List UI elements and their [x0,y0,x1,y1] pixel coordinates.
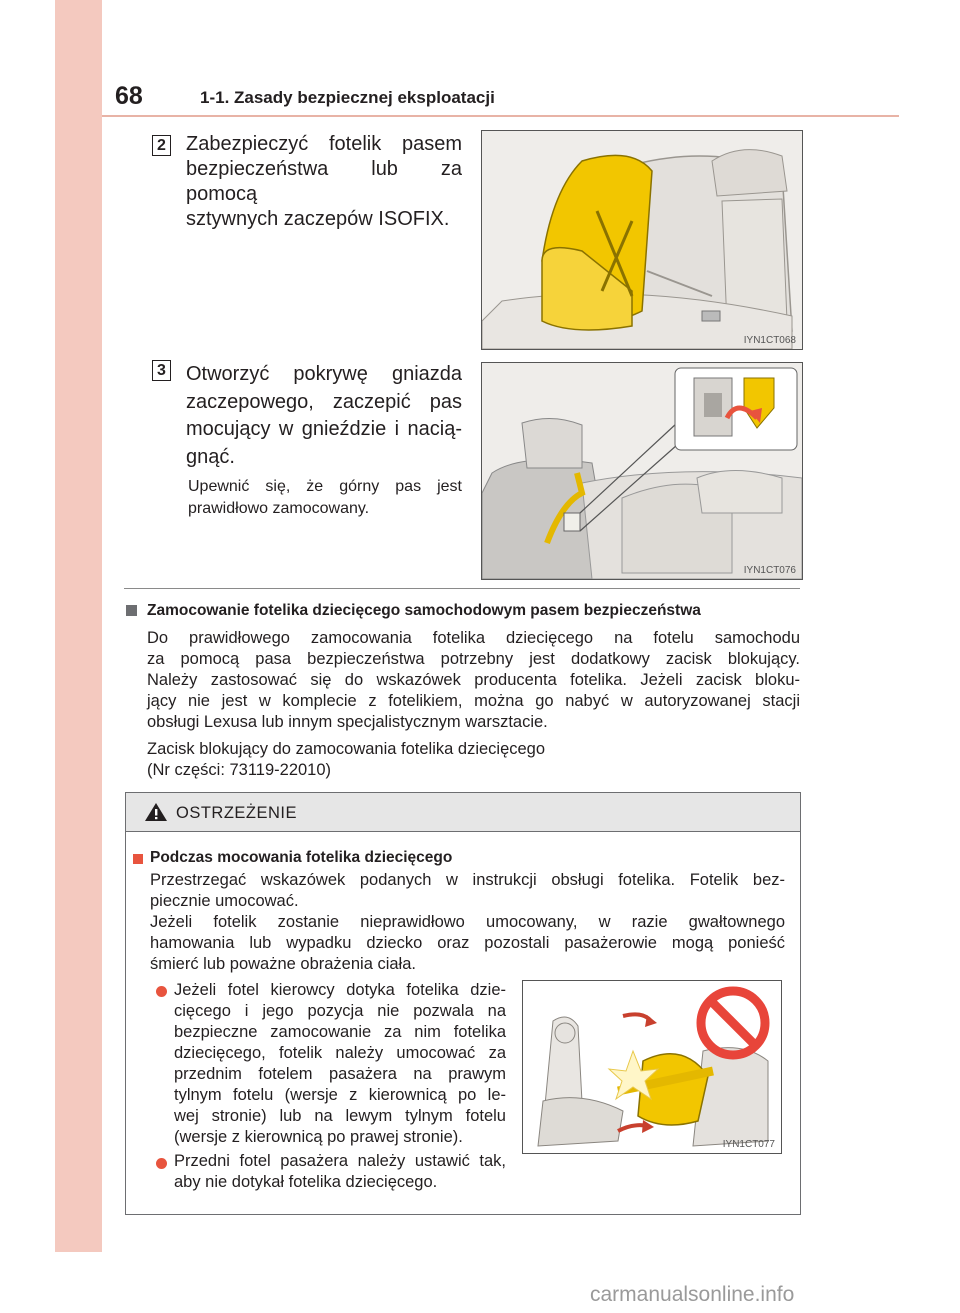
bullet-line: wej stronie) lub na lewym tylnym fotelu [174,1107,506,1125]
figure-seat-contact-prohibited [522,980,782,1154]
section-marker-square [126,605,137,616]
bullet-dot [156,1158,167,1169]
figure-code: IYN1CT068 [743,335,796,346]
watermark: carmanualsonline.info [590,1283,795,1306]
step-2-line: bezpieczeństwa lub za pomocą [186,158,462,205]
figure-code: IYN1CT076 [743,565,796,576]
warning-bullet-1 [174,980,506,1148]
page-number: 68 [115,82,143,110]
step-2-text [186,132,462,232]
step-number-2: 2 [152,135,171,156]
step-number-3: 3 [152,360,171,381]
para-line: jący nie jest w komplecie z fotelikiem, można go nabyć w autoryzowanej stacji [147,692,800,710]
step-3-line: Otworzyć pokrywę gniazda [186,363,462,385]
figure-anchor-attachment [481,362,803,580]
warning-heading: Podczas mocowania fotelika dziecięcego [150,849,453,866]
bullet-line: tylnym fotelu (wersje z kierownicą po le- [174,1086,506,1104]
para-line: Zacisk blokujący do zamocowania fotelika dziecięcego [147,740,546,758]
step-3-line: gnąć. [186,445,235,468]
step-2-line: sztywnych zaczepów ISOFIX. [186,208,450,230]
bullet-dot [156,986,167,997]
warn-line: Jeżeli fotelik zostanie nieprawidłowo umocowany, w razie gwałtownego [150,913,785,931]
warning-header [126,793,800,832]
anchor-illustration [482,363,802,579]
warn-line: Przestrzegać wskazówek podanych w instrukcji obsługi fotelika. Fotelik bez- [150,871,785,889]
chapter-sidebar-tab [55,0,102,1252]
bullet-line: przednim fotelem pasażera na prawym [174,1065,506,1083]
figure-child-seat-installed [481,130,803,350]
section-divider [124,588,800,589]
warning-bullet-2 [174,1151,506,1193]
warning-title: OSTRZEŻENIE [176,804,298,822]
step-3-line: zaczepowego, zaczepić pas [186,390,462,413]
figure-code: IYN1CT077 [722,1139,775,1150]
bullet-line: aby nie dotykał fotelika dziecięcego. [174,1173,438,1191]
warn-line: śmierć lub poważne obrażenia ciała. [150,955,416,973]
warning-marker-square [133,854,143,864]
warning-box [125,792,801,1215]
para-line: (Nr części: 73119-22010) [147,761,332,779]
header-divider [102,115,899,117]
bullet-line: (wersje z kierownicą po prawej stronie). [174,1128,463,1146]
bullet-line: cięcego i jego pozycja nie pozwala na [174,1002,506,1020]
warn-line: piecznie umocować. [150,892,299,910]
prohibited-illustration [523,981,781,1153]
bullet-line: Jeżeli fotel kierowcy dotyka fotelika dzie- [174,981,506,999]
bullet-line: dziecięcego, fotelik należy umocować za [174,1044,506,1062]
warning-triangle-icon [144,802,168,822]
bullet-line: Przedni fotel pasażera należy ustawić tak, [174,1152,506,1170]
section-paragraph-1 [147,628,800,733]
step-3-line: mocujący w gnieździe i nacią- [186,418,462,440]
warning-paragraph [150,870,785,975]
note-line: prawidłowo zamocowany. [188,500,370,517]
step-3-text [186,361,462,471]
child-seat-illustration [482,131,802,349]
bullet-line: bezpieczne zamocowanie za nim fotelika [174,1023,506,1041]
para-line: za pomocą pasa bezpieczeństwa potrzebny jest dodatkowy zacisk blokujący. [147,650,800,668]
note-line: Upewnić się, że górny pas jest [188,478,462,495]
section-title: 1-1. Zasady bezpiecznej eksploatacji [200,88,495,107]
warn-line: hamowania lub wypadku dziecko oraz pozostali pasażerowie mogą ponieść [150,934,785,952]
step-2-line: Zabezpieczyć fotelik pasem [186,133,462,155]
section-paragraph-2 [147,739,800,781]
para-line: Do prawidłowego zamocowania fotelika dziecięcego na fotelu samochodu [147,629,800,647]
section-heading: Zamocowanie fotelika dziecięcego samochodowym pasem bezpieczeństwa [147,602,701,619]
step-3-note [188,476,462,520]
para-line: obsługi Lexusa lub innym specjalistycznym warsztacie. [147,713,548,731]
para-line: Należy zastosować się do wskazówek producenta fotelika. Jeżeli zacisk bloku- [147,671,800,689]
